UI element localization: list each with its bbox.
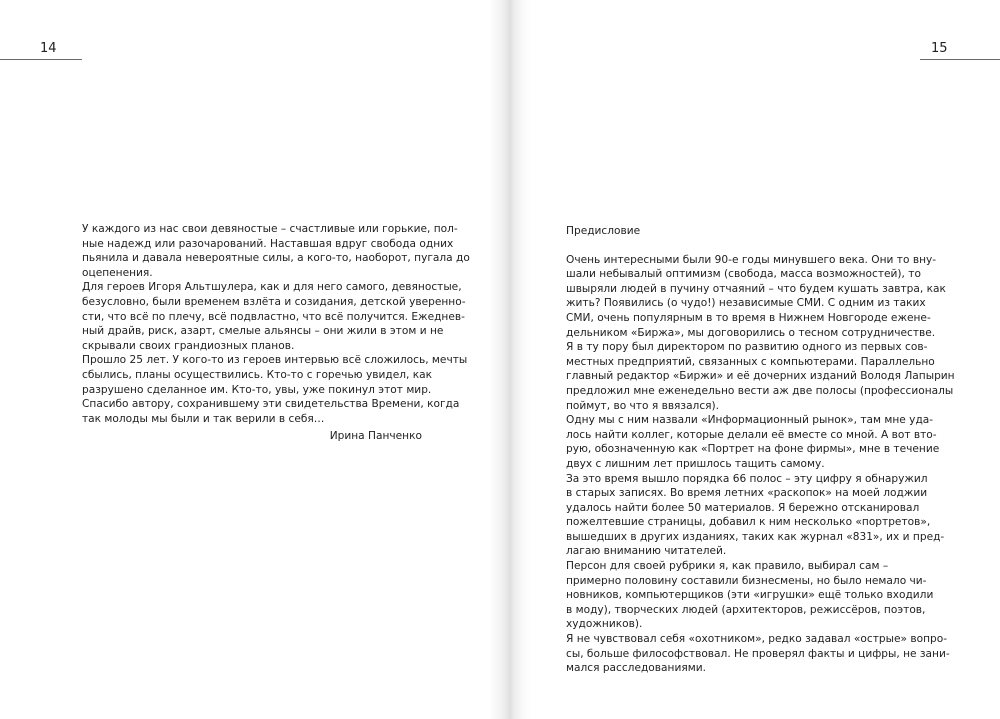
text-line: сы, больше философствовал. Не проверял факты и цифры, не зани- — [566, 647, 950, 660]
text-line: пожелтевшие страницы, добавил к ним несколько «портретов», — [566, 516, 931, 529]
text-line: мался расследованиями. — [566, 662, 706, 675]
text-line: Прошло 25 лет. У кого-то из героев интервью всё сложилось, мечты — [82, 354, 468, 367]
foreword-text — [82, 222, 470, 444]
text-line: швыряли людей в пучину отчаяний – что будем кушать завтра, как — [566, 282, 946, 295]
text-line: лось найти коллег, которые делали её вместе со мной. А вот вто- — [566, 428, 937, 441]
right-page — [500, 0, 1000, 719]
text-line: оцепенения. — [82, 266, 153, 279]
preface-text — [566, 224, 955, 676]
text-line: пьянила и давала невероятные силы, а кого-то, наоборот, пугала до — [82, 252, 470, 265]
text-line: в моду), творческих людей (архитекторов, режиссёров, поэтов, — [566, 603, 926, 616]
text-line: вышедших в других изданиях, таких как журнал «831», их и пред- — [566, 530, 945, 543]
text-line: предложил мне еженедельно вести аж две полосы (профессионалы — [566, 384, 954, 397]
text-line: Для героев Игоря Альтшулера, как и для него самого, девяностые, — [82, 281, 462, 294]
text-line: Я в ту пору был директором по развитию одного из первых сов- — [566, 341, 928, 354]
text-line: примерно половину составили бизнесмены, но было немало чи- — [566, 574, 927, 587]
text-line: Я не чувствовал себя «охотником», редко задавал «острые» вопро- — [566, 633, 948, 646]
author-signature: Ирина Панченко — [329, 430, 422, 443]
text-line: двух с лишним лет пришлось тащить самому. — [566, 457, 825, 470]
text-line: художников). — [566, 618, 643, 631]
text-line: Персон для своей рубрики я, как правило, выбирал сам – — [566, 560, 889, 573]
text-line: так молоды мы были и так верили в себя… — [82, 412, 325, 425]
text-line: дельником «Биржа», мы договорились о тесном сотрудничестве. — [566, 326, 936, 339]
text-line: поймут, во что я ввязался). — [566, 399, 720, 412]
text-line: ный драйв, риск, азарт, смелые альянсы – они жили в этом и не — [82, 325, 444, 338]
text-line: разрушено сделанное им. Кто-то, увы, уже покинул этот мир. — [82, 383, 432, 396]
text-line: ные надежд или разочарований. Наставшая вдруг свобода одних — [82, 237, 454, 250]
text-line: скрывали своих грандиозных планов. — [82, 339, 295, 352]
text-line: сбылись, планы осуществились. Кто-то с горечью увидел, как — [82, 368, 433, 381]
text-line: шали небывалый оптимизм (свобода, масса возможностей), то — [566, 268, 921, 281]
text-line: безусловно, были временем взлёта и созидания, детской уверенно- — [82, 295, 466, 308]
section-heading: Предисловие — [566, 225, 641, 237]
text-line: Очень интересными были 90-е годы минувшего века. Они то вну- — [566, 253, 937, 266]
text-line: У каждого из нас свои девяностые – счастливые или горькие, пол- — [82, 223, 458, 235]
page-number-left: 14 — [40, 41, 57, 56]
text-line: Одну мы с ним назвали «Информационный рынок», там мне уда- — [566, 414, 934, 427]
header-rule-right — [920, 59, 1000, 60]
text-line: удалось найти более 50 материалов. Я бережно отсканировал — [566, 501, 920, 514]
text-line: главный редактор «Биржи» и её дочерних изданий Володя Лапырин — [566, 370, 955, 383]
text-line: Спасибо автору, сохранившему эти свидетельства Времени, когда — [82, 398, 460, 411]
header-rule-left — [0, 59, 82, 60]
text-line: в старых записях. Во время летних «раскопок» на моей лоджии — [566, 487, 928, 500]
text-line: сти, что всё по плечу, всё подвластно, что всё получится. Ежеднев- — [82, 310, 465, 323]
text-line: лагаю вниманию читателей. — [566, 545, 727, 558]
text-line: новников, компьютерщиков (эти «игрушки» ещё только входили — [566, 589, 934, 602]
text-line: СМИ, очень популярным в то время в Нижнем Новгороде еженe- — [566, 311, 931, 324]
text-line: За это время вышло порядка 66 полос – эту цифру я обнаружил — [566, 472, 928, 485]
text-line: местных предприятий, связанных с компьютерами. Параллельно — [566, 355, 935, 368]
text-line: рую, обозначенную как «Портрет на фоне фирмы», мне в течение — [566, 443, 940, 456]
page-number-right: 15 — [931, 41, 948, 56]
text-line: жить? Появились (о чудо!) независимые СМИ. С одним из таких — [566, 297, 926, 310]
